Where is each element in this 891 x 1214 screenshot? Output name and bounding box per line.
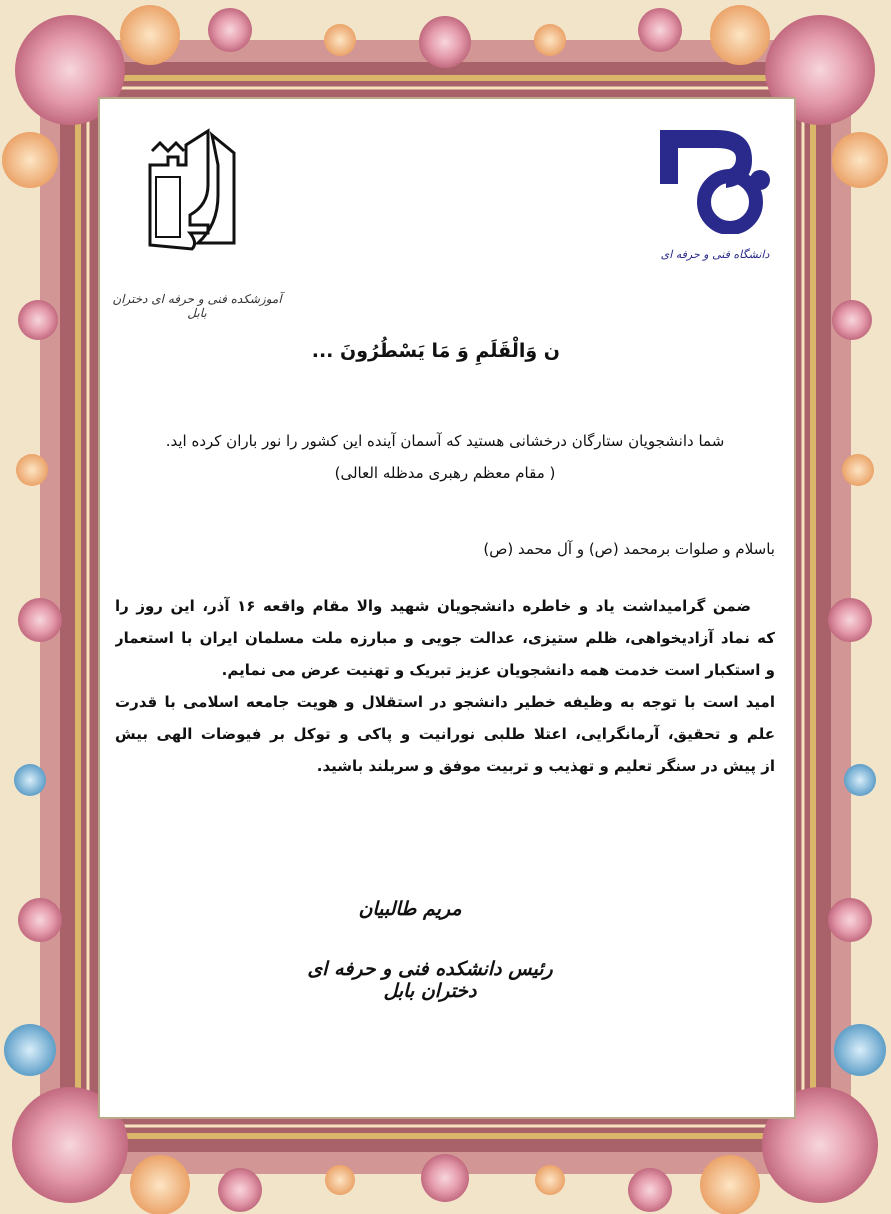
quote-line: شما دانشجویان ستارگان درخشانی هستید که آسمان آینده این کشور را نور باران کرده اید. — [165, 432, 725, 450]
message-body — [115, 590, 775, 782]
university-logo-caption: دانشگاه فنی و حرفه ای — [660, 248, 770, 261]
body-line: و استکبار است خدمت همه دانشجویان عزیز تبریک و تهنیت عرض می نمایم. — [221, 661, 775, 679]
body-line: ضمن گرامیداشت یاد و خاطره دانشجویان شهید والا مقام واقعه ۱۶ آذر، این روز را — [115, 597, 751, 615]
signatory-title: رئیس دانشکده فنی و حرفه ای دختران بابل — [307, 958, 553, 1002]
quote-attribution: ( مقام معظم رهبری مدظله العالی) — [334, 464, 556, 482]
body-line: که نماد آزادیخواهی، ظلم ستیزی، عدالت جویی و مبارزه ملت مسلمان ایران با استعمار — [115, 629, 775, 647]
school-logo-caption: آموزشکده فنی و حرفه ای دختران بابل — [112, 292, 282, 320]
signatory-name: مریم طالبیان — [358, 898, 462, 920]
salutation: باسلام و صلوات برمحمد (ص) و آل محمد (ص) — [483, 540, 775, 558]
university-logo-icon — [656, 124, 776, 234]
school-emblem-icon — [138, 125, 246, 253]
quran-verse: ن وَالْقَلَمِ وَ مَا يَسْطُرُونَ ... — [311, 340, 560, 362]
body-line: علم و تحقیق، آرمانگرایی، اعتلا طلبی نورانیت و پاکی و توکل بر فیوضات الهی بیش — [115, 725, 775, 743]
body-line: از پیش در سنگر تعلیم و تهذیب و تربیت موفق و سربلند باشید. — [316, 757, 775, 775]
leader-quote — [120, 432, 770, 496]
body-line: امید است با توجه به وظیفه خطیر دانشجو در استقلال و هویت جامعه اسلامی با قدرت — [115, 693, 775, 711]
